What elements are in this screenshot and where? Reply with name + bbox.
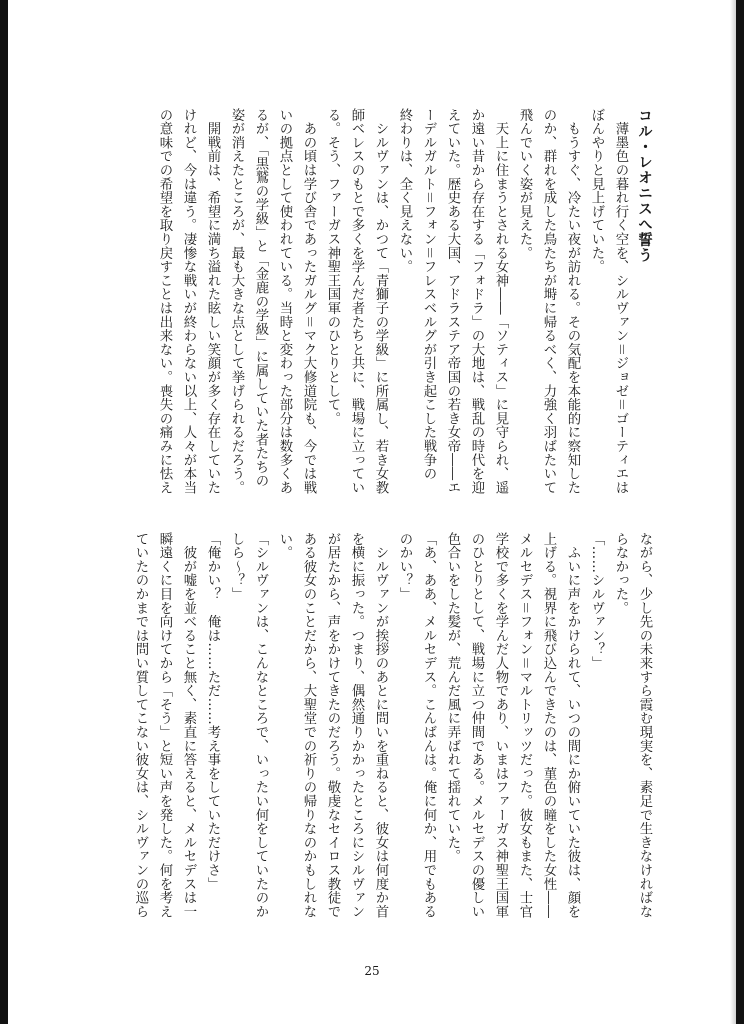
text-line: のか、群れを成した鳥たちが塒に帰るべく、力強く羽ばたいて	[541, 108, 556, 495]
text-line: 飛んでいく姿が見えた。	[517, 108, 532, 260]
text-line: るが、「黒鷲の学級」と「金鹿の学級」に属していた者たちの	[253, 108, 268, 488]
text-line: る。そう、ファーガス神聖王国軍のひとりとして。	[325, 108, 340, 426]
text-line: えていた。歴史ある大国、アドラステア帝国の若き女帝――エ	[445, 108, 460, 495]
text-line: しら～？」	[229, 532, 244, 601]
text-line: 「俺かい？ 俺は……ただ……考え事をしていただけさ」	[205, 532, 220, 891]
text-line: メルセデス＝フォン＝マルトリッツだった。彼女もまた、士官	[517, 532, 532, 919]
text-line: 「……シルヴァン？」	[589, 532, 604, 670]
lower-text-block	[128, 532, 656, 924]
text-line: ある彼女のことだから、大聖堂での祈りの帰りなのかもしれな	[301, 532, 316, 919]
text-line: 学校で多くを学んだ人物であり、いまはファーガス神聖王国軍	[493, 532, 508, 919]
text-line: 上げる。視界に飛び込んできたのは、菫色の瞳をした女性――	[541, 532, 556, 919]
text-line: 開戦前は、希望に満ち溢れた眩しい笑顔が多く存在していた	[205, 108, 220, 495]
text-line: もうすぐ、冷たい夜が訪れる。その気配を本能的に察知した	[565, 108, 580, 495]
text-line: 「あ、ああ、メルセデス。こんばんは。俺に何か、用でもある	[421, 532, 436, 919]
text-line: けれど、今は違う。凄惨な戦いが終わらない以上、人々が本当	[181, 108, 196, 495]
text-line: のかい？」	[397, 532, 412, 601]
chapter-title: コル・レオニスへ誓う	[636, 108, 652, 263]
text-line: いの拠点として使われている。当時と変わった部分は数多くあ	[277, 108, 292, 495]
text-line: 天上に住まうとされる女神――「ソティス」に見守られ、遥	[493, 108, 508, 495]
text-line: の意味での希望を取り戻すことは出来ない。喪失の痛みに怯え	[157, 108, 172, 495]
text-line: らなかった。	[613, 532, 628, 615]
text-line: シルヴァンが挨拶のあとに問いを重ねると、彼女は何度か首	[373, 532, 388, 919]
text-line: ながら、少し先の未来すら霞む現実を、素足で生きなければな	[637, 532, 652, 919]
text-line: あの頃は学び舎であったガルグ＝マク大修道院も、今では戦	[301, 108, 316, 495]
text-line: 彼が嘘を並べること無く、素直に答えると、メルセデスは一	[181, 532, 196, 919]
text-line: ーデルガルト＝フォン＝フレスベルグが引き起こした戦争の	[421, 108, 436, 481]
text-line: い。	[277, 532, 292, 560]
text-line: 師ベレスのもとで多くを学んだ者たちと共に、戦場に立ってい	[349, 108, 364, 495]
text-line: のひとりとして、戦場に立つ仲間である。メルセデスの優しい	[469, 532, 484, 919]
text-line: シルヴァンは、かつて「青獅子の学級」に所属し、若き女教	[373, 108, 388, 495]
text-line: 「シルヴァンは、こんなところで、いったい何をしていたのか	[253, 532, 268, 919]
text-line: ぼんやりと見上げていた。	[589, 108, 604, 274]
text-line: 色合いをした髪が、荒んだ風に弄ばれて揺れていた。	[445, 532, 460, 864]
page-number: 25	[364, 964, 380, 978]
book-page	[8, 0, 736, 1024]
text-line: ふいに声をかけられて、いつの間にか俯いていた彼は、顔を	[565, 532, 580, 919]
text-line: か遠い昔から存在する「フォドラ」の大地は、戦乱の時代を迎	[469, 108, 484, 495]
page-edge-shadow	[730, 0, 736, 1024]
text-line: ていたのかまでは問い質してこない彼女は、シルヴァンの巡ら	[133, 532, 148, 919]
text-line: が居たから、声をかけてきたのだろう。敬虔なセイロス教徒で	[325, 532, 340, 919]
upper-text-block	[152, 108, 656, 495]
text-line: 姿が消えたところが、最も大きな点として挙げられるだろう。	[229, 108, 244, 495]
text-line: を横に振った。つまり、偶然通りかかったところにシルヴァン	[349, 532, 364, 919]
text-line: 薄墨色の暮れ行く空を、シルヴァン＝ジョゼ＝ゴーティエは	[613, 108, 628, 495]
text-line: 終わりは、全く見えない。	[397, 108, 412, 274]
text-line: 瞬遠くに目を向けてから「そう」と短い声を発した。何を考え	[157, 532, 172, 919]
